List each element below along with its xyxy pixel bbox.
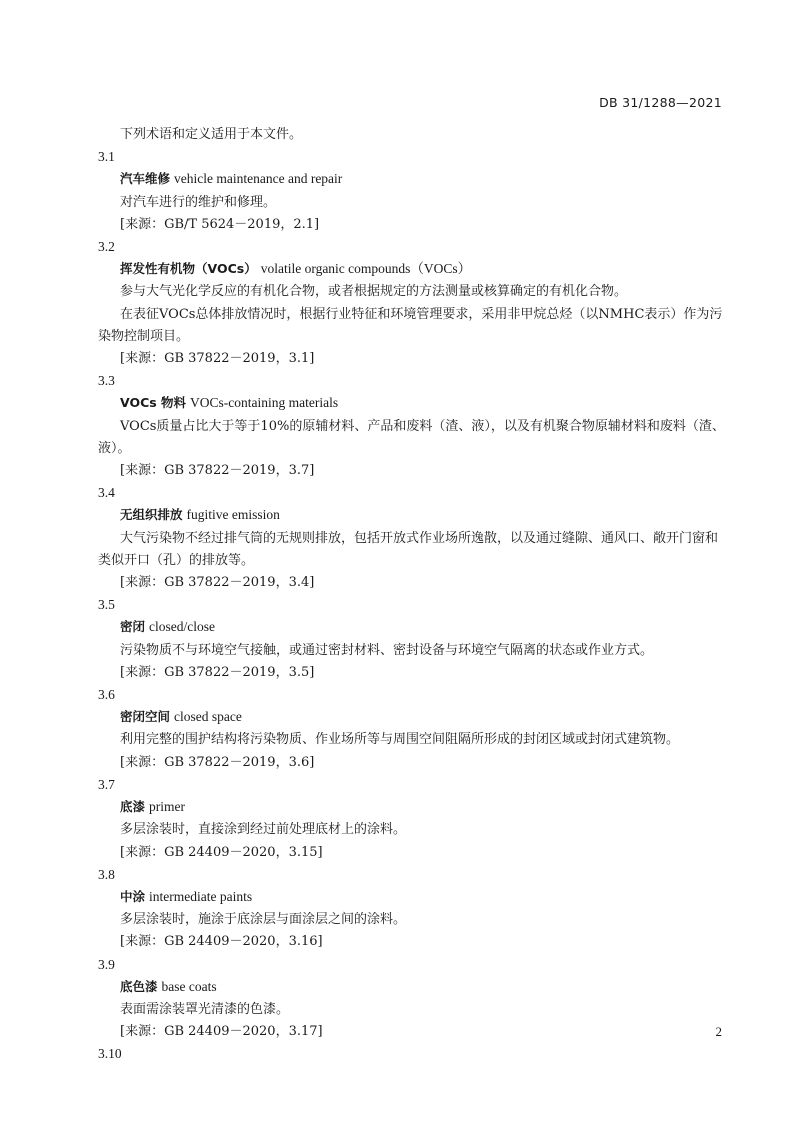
term-heading	[98, 796, 728, 819]
term-definition: 利用完整的围护结构将污染物质、作业场所等与周围空间阻隔所形成的封闭区域或封闭式建筑物。	[120, 732, 680, 748]
document-code: DB 31/1288—2021	[599, 95, 722, 110]
term-number: 3.5	[98, 597, 115, 613]
term-english: vehicle maintenance and repair	[174, 171, 343, 187]
term-definition: 污染物质不与环境空气接触，或通过密封材料、密封设备与环境空气隔离的状态或作业方式。	[120, 642, 654, 658]
term-english: VOCs-containing materials	[190, 395, 339, 411]
term-chinese: 底漆	[120, 799, 146, 815]
term-definition: 参与大气光化学反应的有机化合物，或者根据规定的方法测量或核算确定的有机化合物。	[120, 284, 628, 300]
term-definition: 多层涂装时，施涂于底涂层与面涂层之间的涂料。	[120, 912, 407, 928]
term-entry	[98, 774, 728, 864]
term-english: closed/close	[149, 619, 215, 635]
term-entry	[98, 482, 728, 594]
term-english: closed space	[174, 709, 242, 725]
term-chinese: 密闭	[120, 619, 146, 635]
page-number: 2	[715, 1024, 722, 1039]
term-chinese: 汽车维修	[120, 171, 171, 187]
term-heading	[98, 886, 728, 909]
term-entry	[98, 594, 728, 684]
term-number: 3.3	[98, 373, 115, 389]
terms-list	[98, 146, 728, 1043]
term-definition: 表面需涂装罩光清漆的色漆。	[120, 1001, 290, 1017]
term-number: 3.6	[98, 687, 115, 703]
term-number: 3.8	[98, 866, 115, 882]
term-entry	[98, 684, 728, 774]
term-heading	[98, 616, 728, 639]
term-chinese: VOCs 物料	[120, 395, 187, 411]
term-definition: 大气污染物不经过排气筒的无规则排放，包括开放式作业场所逸散，以及通过缝隙、通风口、敞开门窗和类似开口（孔）的排放等。	[98, 530, 719, 568]
term-heading	[98, 168, 728, 191]
term-number: 3.9	[98, 956, 115, 972]
term-english: volatile organic compounds（VOCs）	[260, 261, 472, 277]
term-heading	[98, 976, 728, 999]
term-source: [来源：GB/T 5624－2019，2.1]	[120, 216, 320, 232]
term-entry	[98, 954, 728, 1044]
term-chinese: 密闭空间	[120, 709, 171, 725]
term-english: fugitive emission	[186, 507, 280, 523]
term-number: 3.1	[98, 149, 115, 165]
term-source: [来源：GB 37822－2019，3.5]	[120, 664, 315, 680]
term-source: [来源：GB 37822－2019，3.4]	[120, 575, 315, 591]
term-heading	[98, 258, 728, 281]
term-heading	[98, 392, 728, 415]
term-english: base coats	[161, 978, 217, 994]
term-definition: 多层涂装时，直接涂到经过前处理底材上的涂料。	[120, 822, 407, 838]
term-english: intermediate paints	[149, 888, 253, 904]
term-number: 3.4	[98, 485, 115, 501]
term-definition: VOCs质量占比大于等于10%的原辅材料、产品和废料（渣、液），以及有机聚合物原辅材料和废料（渣、液）。	[98, 418, 725, 456]
term-source: [来源：GB 24409－2020，3.17]	[120, 1024, 323, 1040]
term-number: 3.2	[98, 239, 115, 255]
term-entry	[98, 864, 728, 954]
term-english: primer	[149, 799, 186, 815]
term-source: [来源：GB 37822－2019，3.1]	[120, 351, 315, 367]
term-source: [来源：GB 24409－2020，3.16]	[120, 934, 323, 950]
term-source: [来源：GB 37822－2019，3.6]	[120, 754, 315, 770]
term-chinese: 底色漆	[120, 978, 158, 994]
term-definition: 对汽车进行的维护和修理。	[120, 194, 277, 210]
term-chinese: 无组织排放	[120, 507, 183, 523]
term-heading	[98, 706, 728, 729]
term-chinese: 挥发性有机物（VOCs）	[120, 261, 257, 277]
term-entry	[98, 146, 728, 236]
term-chinese: 中涂	[120, 888, 146, 904]
intro-text: 下列术语和定义适用于本文件。	[120, 127, 303, 142]
term-source: [来源：GB 24409－2020，3.15]	[120, 844, 323, 860]
term-source: [来源：GB 37822－2019，3.7]	[120, 463, 315, 479]
trailing-term-number: 3.10	[98, 1046, 122, 1062]
term-heading	[98, 504, 728, 527]
term-number: 3.7	[98, 776, 115, 792]
terms-definitions-section	[98, 124, 728, 1066]
term-entry	[98, 370, 728, 482]
term-definition: 在表征VOCs总体排放情况时，根据行业特征和环境管理要求，采用非甲烷总烃（以NMHC表示）作为污染物控制项目。	[98, 306, 723, 344]
term-entry	[98, 236, 728, 370]
